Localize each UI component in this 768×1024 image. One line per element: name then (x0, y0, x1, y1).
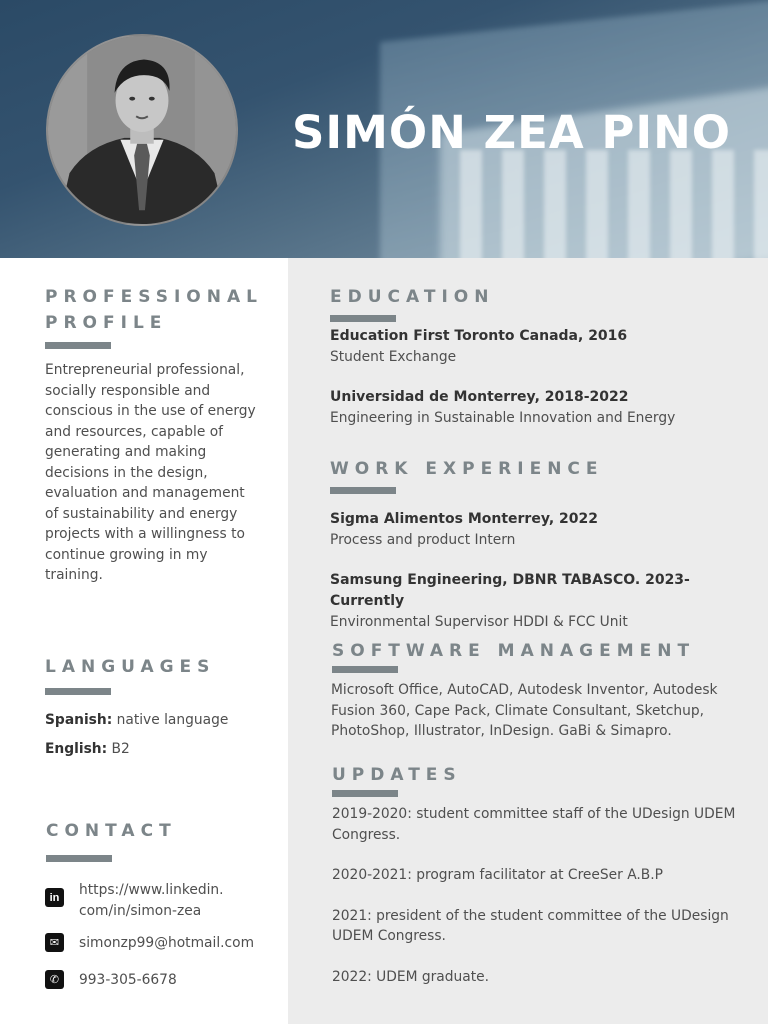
contact-phone[interactable] (45, 970, 285, 991)
education-heading: EDUCATION (330, 287, 495, 307)
work-subtitle: Environmental Supervisor HDDI & FCC Unit (330, 614, 628, 630)
languages-list (45, 710, 275, 767)
education-subtitle: Engineering in Sustainable Innovation and Energy (330, 410, 676, 426)
email-icon: ✉ (45, 933, 64, 952)
education-title: Universidad de Monterrey, 2018-2022 (330, 389, 629, 405)
phone-number[interactable]: 993-305-6678 (79, 971, 177, 988)
email-address[interactable]: simonzp99@hotmail.com (79, 935, 255, 951)
left-column (0, 258, 288, 1024)
work-subtitle: Process and product Intern (330, 532, 516, 548)
software-list: Microsoft Office, AutoCAD, Autodesk Inventor, Autodesk Fusion 360, Cape Pack, Climate Consultant, Sketchup, PhotoShop, Illustrator, InDesign. GaBi & Simapro. (331, 682, 718, 739)
update-item: 2021: president of the student committee of the UDesign UDEM Congress. (332, 907, 729, 944)
candidate-name: SIMÓN ZEA PINO (292, 106, 732, 159)
education-divider (330, 315, 396, 322)
building-fins (450, 150, 768, 258)
updates-list (332, 804, 752, 1007)
work-divider (330, 487, 396, 494)
resume-header (0, 0, 768, 258)
profile-summary: Entrepreneurial professional, socially responsible and conscious in the use of energy and resources, capable of generating and making decisions in the design, evaluation and management of sustainability and energy projects with a willingness to continue growing in my training. (45, 362, 256, 583)
work-title: Samsung Engineering, DBNR TABASCO. 2023-Currently (330, 572, 690, 609)
profile-heading: PROFESSIONAL PROFILE (45, 287, 263, 333)
updates-divider (332, 790, 398, 797)
profile-photo (46, 34, 238, 226)
contact-list (45, 880, 285, 1002)
right-column (288, 258, 768, 1024)
languages-divider (45, 688, 111, 695)
education-entry (330, 387, 760, 429)
education-subtitle: Student Exchange (330, 349, 457, 365)
language-item (45, 710, 275, 731)
language-name: English: (45, 740, 108, 757)
update-item: 2020-2021: program facilitator at CreeSer A.B.P (332, 867, 663, 883)
work-title: Sigma Alimentos Monterrey, 2022 (330, 511, 599, 527)
profile-divider (45, 342, 111, 349)
updates-heading: UPDATES (332, 765, 462, 785)
languages-heading: LANGUAGES (45, 657, 216, 677)
update-item: 2019-2020: student committee staff of the UDesign UDEM Congress. (332, 806, 736, 843)
contact-divider (46, 855, 112, 862)
work-entry (330, 509, 760, 551)
update-item: 2022: UDEM graduate. (332, 968, 490, 985)
language-level: native language (112, 712, 229, 728)
linkedin-url[interactable]: https://www.linkedin. com/in/simon-zea (79, 882, 224, 919)
language-name: Spanish: (45, 712, 113, 728)
phone-icon: ✆ (45, 970, 64, 989)
linkedin-icon: in (45, 888, 64, 907)
software-divider (332, 666, 398, 673)
education-entry (330, 326, 760, 368)
language-item (45, 739, 275, 760)
work-heading: WORK EXPERIENCE (330, 459, 604, 479)
contact-heading: CONTACT (46, 821, 177, 841)
education-title: Education First Toronto Canada, 2016 (330, 328, 628, 344)
language-level: B2 (107, 740, 130, 757)
work-entry (330, 570, 760, 633)
contact-linkedin[interactable] (45, 880, 285, 921)
contact-email[interactable] (45, 933, 285, 954)
software-heading: SOFTWARE MANAGEMENT (332, 641, 696, 661)
